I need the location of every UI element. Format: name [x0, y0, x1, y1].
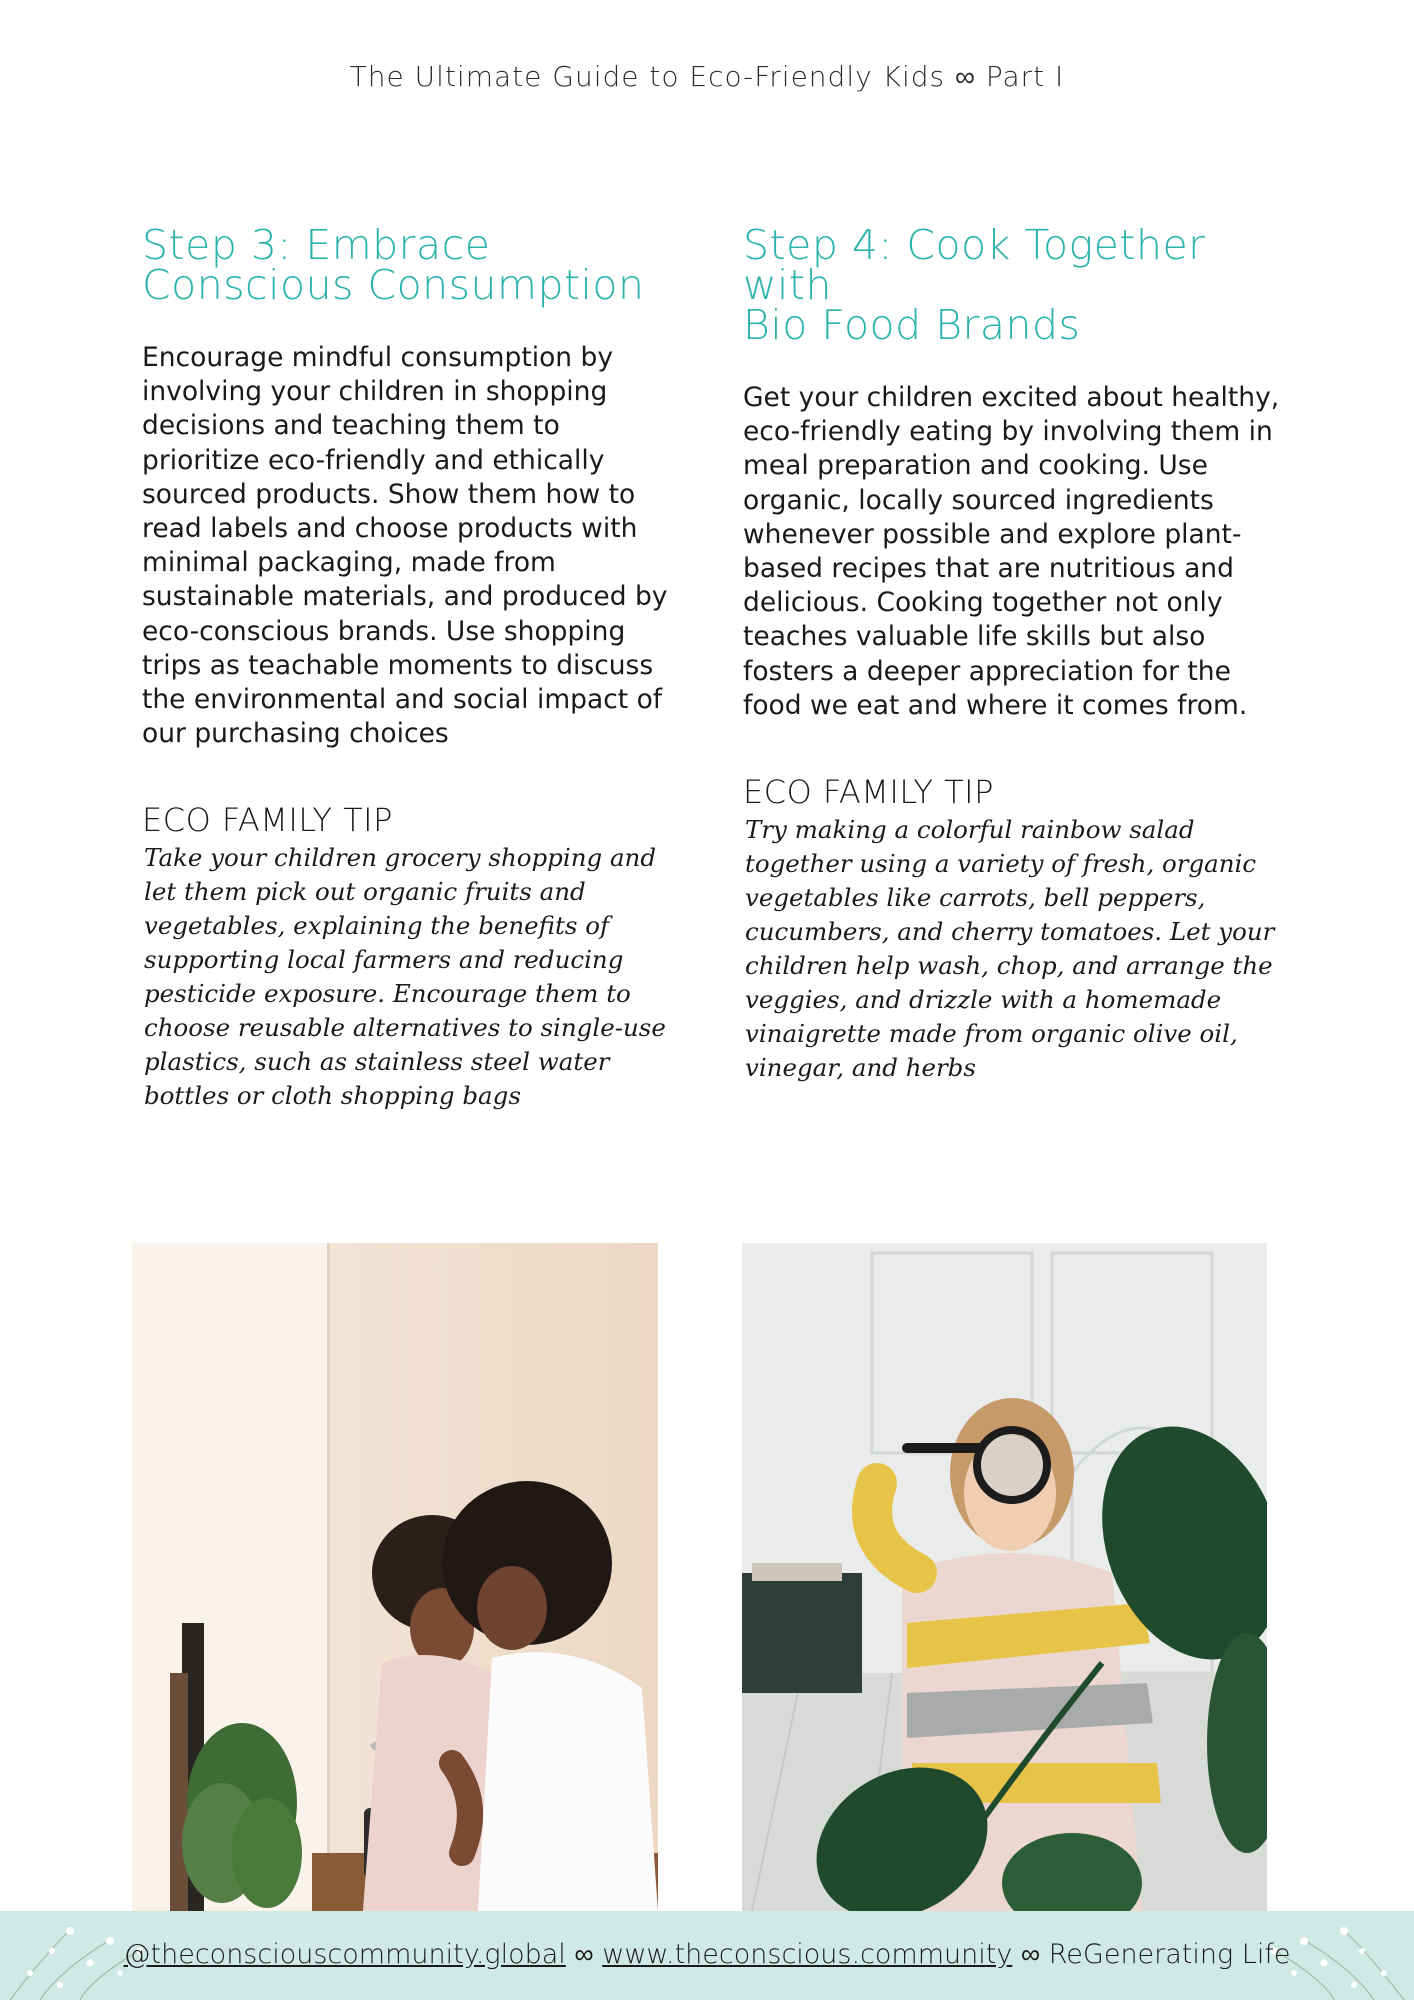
step-3-tip: Take your children grocery shopping and let them pick out organic fruits and vegetables, explaining the benefits of supporting local farmers and reducing pesticide exposure. Encourage them to choose reusable alternatives to single-use plastics, such as stainless steel water bottles or cloth shopping bags: [144, 843, 666, 1111]
document-header: The Ultimate Guide to Eco-Friendly Kids ∞ Part I: [349, 60, 1065, 93]
footer-credits: [0, 1939, 1414, 1970]
step-4-title-line1: Step 4: Cook Together with: [743, 221, 1206, 309]
photo-girl-magnifying-glass: [742, 1243, 1267, 1911]
step-4-title: [743, 221, 1288, 349]
step-3-tip-heading: ECO FAMILY TIP: [142, 801, 393, 840]
step-4-title-line2: Bio Food Brands: [743, 301, 1081, 349]
step-3-column: [142, 221, 682, 1113]
step-4-tip-heading: ECO FAMILY TIP: [743, 773, 994, 812]
step-3-title: [142, 221, 682, 309]
step-4-tip: Try making a colorful rainbow salad together using a variety of fresh, organic vegetables like carrots, bell peppers, cucumbers, and cherry tomatoes. Let your children help wash, chop, and arrange the veggies, and drizzle with a homemade vinaigrette made from organic olive oil, vinegar, and herbs: [745, 815, 1275, 1083]
footer-separator: ∞: [1012, 1939, 1049, 1970]
footer: [0, 1911, 1414, 2000]
step-4-column: [743, 221, 1288, 1085]
footer-tagline: ReGenerating Life: [1048, 1939, 1291, 1970]
step-4-body: Get your children excited about healthy, eco-friendly eating by involving them in meal preparation and cooking. Use organic, locally sourced ingredients whenever possible and explore plant-based recipes that are nutritious and delicious. Cooking together not only teaches valuable life skills but also fosters a deeper appreciation for the food we eat and where it comes from.: [743, 382, 1280, 721]
website-link[interactable]: www.theconscious.community: [602, 1939, 1013, 1970]
step-3-body: Encourage mindful consumption by involving your children in shopping decisions and teaching them to prioritize eco-friendly and ethically sourced products. Show them how to read labels and choose products with minimal packaging, made from sustainable materials, and produced by eco-conscious brands. Use shopping trips as teachable moments to discuss the environmental and social impact of our purchasing choices: [142, 342, 668, 750]
instagram-handle-link[interactable]: @theconsciouscommunity.global: [123, 1939, 566, 1970]
footer-separator: ∞: [565, 1939, 603, 1970]
step-3-title-line2: Conscious Consumption: [142, 261, 645, 309]
photo-washing-hands: [132, 1243, 658, 1911]
step-3-title-line1: Step 3: Embrace: [142, 221, 491, 269]
